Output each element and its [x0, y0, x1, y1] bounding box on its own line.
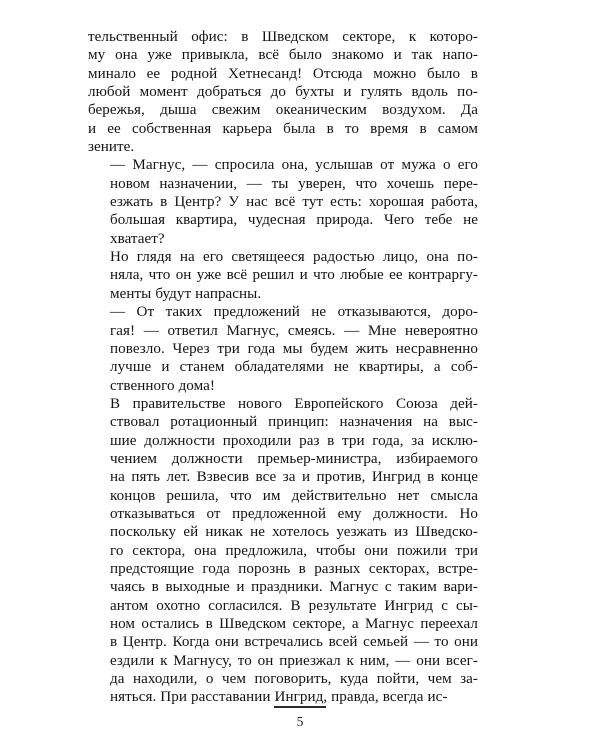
paragraph: [88, 303, 478, 395]
paragraph: [88, 28, 478, 156]
text-line: няла, что он уже всё решил и что любые ее контраргу-: [110, 267, 478, 284]
text-line: поскольку ей никак не хотелось уезжать из Шведско-: [110, 524, 478, 541]
text-line: езжать в Центр? У нас всё тут есть: хорошая работа,: [110, 194, 478, 211]
text-line: чением должности премьер-министра, избираемого: [110, 450, 478, 467]
text-line: Но глядя на его светящееся радостью лицо, она по-: [110, 249, 478, 266]
paragraph: [88, 395, 478, 707]
text-line: отказываться от предложенной ему должности. Но: [110, 505, 478, 522]
text-line: го сектора, она предложила, чтобы они пожили три: [110, 542, 478, 559]
text-line: концов решила, что им действительно нет смысла: [110, 487, 478, 504]
text-line: да находили, о чем поговорить, куда пойти, чем за-: [110, 671, 478, 688]
text-line: шие должности проходили раз в три года, за исклю-: [110, 432, 478, 449]
paragraph: [88, 156, 478, 248]
text-line: предстоящие года порознь в разных секторах, встре-: [110, 560, 478, 577]
text-line: ездили к Магнусу, то он приезжал к ним, — они всег-: [110, 652, 478, 669]
text-line: ном остались в Шведском секторе, а Магнус переехал: [110, 616, 478, 632]
text-line: большая квартира, чудесная природа. Чего тебе не: [110, 212, 478, 229]
text-line: менты будут напрасны.: [110, 285, 262, 302]
text-line: хватает?: [110, 230, 165, 247]
text-line: ственного дома!: [110, 377, 215, 394]
text-line: повезло. Через три года мы будем жить несравненно: [110, 340, 478, 357]
text-line: зените.: [88, 139, 135, 156]
text-line: В правительстве нового Европейского Союза дей-: [110, 395, 478, 412]
text-line: ствовал ротационный принцип: назначения на выс-: [110, 414, 478, 431]
text-line: в Центр. Когда они встречались всей семьей — то они: [110, 634, 478, 651]
page-number: 5: [296, 713, 304, 729]
text-line: любой момент добраться до бухты и гулять вдоль по-: [88, 84, 478, 101]
text-line: няться. При расставании Ингрид, правда, всегда ис-: [110, 689, 448, 706]
text-line: минало ее родной Хетнесанд! Отсюда можно было в: [88, 65, 478, 82]
text-line: тельственный офис: в Шведском секторе, к которо-: [88, 29, 478, 45]
text-line: лучше и станем обладателями не квартиры, а соб-: [110, 359, 478, 376]
text-line: му она уже привыкла, всё было знакомо и так напо-: [88, 47, 478, 64]
text-line: — Магнус, — спросила она, услышав от мужа о его: [110, 157, 478, 174]
text-line: бережья, дыша свежим океаническим воздухом. Да: [88, 102, 478, 119]
text-line: чаясь в выходные и праздники. Магнус с таким вари-: [110, 579, 478, 596]
text-line: — От таких предложений не отказываются, доро-: [110, 304, 478, 321]
text-line: на пять лет. Взвесив все за и против, Ингрид в конце: [110, 469, 478, 486]
footer-divider-rule: [274, 706, 326, 708]
text-line: новом назначении, — ты уверен, что хочешь пере-: [110, 175, 478, 192]
page-footer: [0, 706, 600, 730]
page-text-body: [88, 28, 478, 707]
paragraph: [88, 248, 478, 303]
text-line: и ее собственная карьера была в то время в самом: [88, 120, 478, 137]
text-line: гая! — ответил Магнус, смеясь. — Мне невероятно: [110, 322, 478, 339]
text-line: антом охотно согласился. В результате Ингрид с сы-: [110, 597, 478, 614]
